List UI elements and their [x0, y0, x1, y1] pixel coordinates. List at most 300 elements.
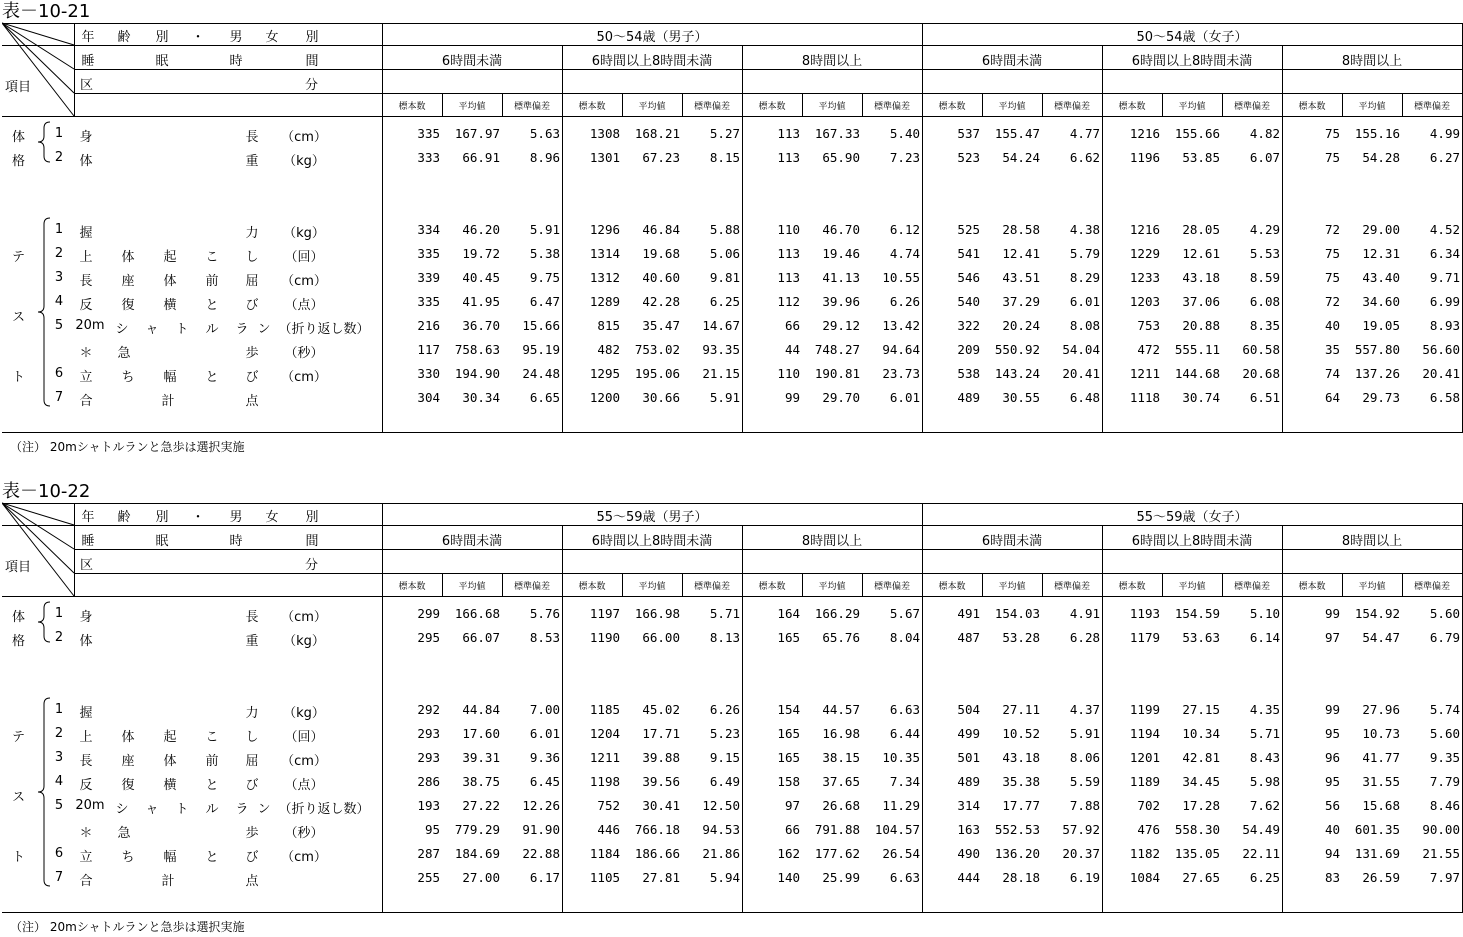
value-cell: 54.24	[1002, 150, 1040, 165]
item-char: 幅	[163, 850, 177, 865]
value-cell: 17.60	[462, 726, 500, 741]
item-char: ち	[121, 850, 135, 865]
value-cell: 1118	[1129, 390, 1160, 405]
stat-subheader: 平均値	[638, 582, 666, 592]
value-cell: 37.65	[822, 774, 860, 789]
rule-line	[74, 69, 1463, 70]
value-cell: 1216	[1129, 222, 1160, 237]
item-unit: （cm）	[281, 274, 327, 289]
item-char: 体	[79, 634, 93, 649]
value-cell: 75	[1324, 126, 1340, 141]
value-cell: 8.29	[1069, 270, 1100, 285]
item-char: と	[205, 298, 219, 313]
stat-subheader: 平均値	[1178, 582, 1206, 592]
item-char: 計	[161, 874, 175, 889]
item-unit: （cm）	[281, 370, 327, 385]
stat-subheader: 平均値	[458, 102, 486, 112]
item-char: し	[245, 250, 259, 265]
item-char: ル	[205, 322, 219, 337]
value-cell: 41.13	[822, 270, 860, 285]
value-cell: 446	[597, 822, 620, 837]
rule-line	[74, 573, 1463, 574]
value-cell: 94	[1324, 846, 1340, 861]
header-char: 睡	[81, 534, 95, 549]
value-cell: 155.16	[1354, 126, 1400, 141]
value-cell: 167.97	[454, 126, 500, 141]
value-cell: 44.57	[822, 702, 860, 717]
value-cell: 8.53	[529, 630, 560, 645]
item-char: 点	[245, 394, 259, 409]
header-char: 男	[229, 30, 243, 45]
item-char: 横	[163, 778, 177, 793]
value-cell: 154.03	[994, 606, 1040, 621]
item-unit: （cm）	[281, 610, 327, 625]
value-cell: 19.46	[822, 246, 860, 261]
value-cell: 40.60	[642, 270, 680, 285]
value-cell: 24.48	[522, 366, 560, 381]
value-cell: 5.79	[1069, 246, 1100, 261]
value-cell: 4.29	[1249, 222, 1280, 237]
value-cell: 5.91	[1069, 726, 1100, 741]
value-cell: 293	[417, 726, 440, 741]
stat-subheader: 標本数	[938, 102, 966, 112]
value-cell: 23.73	[882, 366, 920, 381]
item-number: 3	[54, 750, 64, 765]
value-cell: 75	[1324, 150, 1340, 165]
value-cell: 5.10	[1249, 606, 1280, 621]
value-cell: 20.68	[1242, 366, 1280, 381]
value-cell: 44	[784, 342, 800, 357]
value-cell: 46.84	[642, 222, 680, 237]
stat-subheader: 標準偏差	[693, 582, 730, 592]
value-cell: 8.93	[1429, 318, 1460, 333]
value-cell: 4.74	[889, 246, 920, 261]
item-char: 20m	[75, 318, 105, 333]
value-cell: 335	[417, 294, 440, 309]
value-cell: 472	[1137, 342, 1160, 357]
value-cell: 29.73	[1362, 390, 1400, 405]
value-cell: 555.11	[1174, 342, 1220, 357]
value-cell: 164	[777, 606, 800, 621]
value-cell: 40.45	[462, 270, 500, 285]
item-number: 2	[54, 630, 64, 645]
value-cell: 21.15	[702, 366, 740, 381]
value-cell: 27.15	[1182, 702, 1220, 717]
value-cell: 489	[957, 774, 980, 789]
item-char: シ	[115, 322, 129, 337]
value-cell: 43.51	[1002, 270, 1040, 285]
value-cell: 6.26	[889, 294, 920, 309]
item-char: 長	[245, 610, 259, 625]
value-cell: 30.66	[642, 390, 680, 405]
item-char: ラ	[235, 802, 249, 817]
value-cell: 10.52	[1002, 726, 1040, 741]
stat-subheader: 標準偏差	[1413, 582, 1450, 592]
value-cell: 1182	[1129, 846, 1160, 861]
value-cell: 53.28	[1002, 630, 1040, 645]
value-cell: 19.68	[642, 246, 680, 261]
table-title: 表－10-22	[2, 481, 91, 502]
value-cell: 29.12	[822, 318, 860, 333]
rule-line	[74, 549, 1463, 550]
sleep-category-header: 8時間以上	[1341, 54, 1403, 69]
value-cell: 46.70	[822, 222, 860, 237]
value-cell: 4.77	[1069, 126, 1100, 141]
value-cell: 6.79	[1429, 630, 1460, 645]
value-cell: 504	[957, 702, 980, 717]
stat-subheader: 標本数	[1298, 582, 1326, 592]
value-cell: 6.01	[1069, 294, 1100, 309]
item-char: 力	[245, 706, 259, 721]
item-number: 3	[54, 270, 64, 285]
value-cell: 10.55	[882, 270, 920, 285]
value-cell: 815	[597, 318, 620, 333]
value-cell: 6.34	[1429, 246, 1460, 261]
value-cell: 21.55	[1422, 846, 1460, 861]
value-cell: 155.66	[1174, 126, 1220, 141]
value-cell: 1211	[1129, 366, 1160, 381]
value-cell: 5.23	[709, 726, 740, 741]
value-cell: 758.63	[454, 342, 500, 357]
value-cell: 8.15	[709, 150, 740, 165]
value-cell: 1204	[589, 726, 620, 741]
value-cell: 6.44	[889, 726, 920, 741]
value-cell: 75	[1324, 270, 1340, 285]
value-cell: 1233	[1129, 270, 1160, 285]
value-cell: 487	[957, 630, 980, 645]
sleep-category-header: 8時間以上	[801, 534, 863, 549]
value-cell: 525	[957, 222, 980, 237]
value-cell: 6.25	[1249, 870, 1280, 885]
value-cell: 66.00	[642, 630, 680, 645]
value-cell: 6.62	[1069, 150, 1100, 165]
value-cell: 4.82	[1249, 126, 1280, 141]
value-cell: 1200	[589, 390, 620, 405]
value-cell: 1189	[1129, 774, 1160, 789]
value-cell: 5.38	[529, 246, 560, 261]
stat-subheader: 標本数	[578, 582, 606, 592]
value-cell: 41.77	[1362, 750, 1400, 765]
rule-line	[2, 596, 1463, 597]
item-char: ＊	[79, 346, 93, 361]
group-braces	[2, 20, 62, 432]
value-cell: 53.63	[1182, 630, 1220, 645]
group-label-test: テ	[12, 250, 26, 265]
item-char: 起	[163, 730, 177, 745]
item-char: ャ	[145, 802, 159, 817]
value-cell: 117	[417, 342, 440, 357]
value-cell: 64	[1324, 390, 1340, 405]
item-char: 体	[79, 154, 93, 169]
value-cell: 7.00	[529, 702, 560, 717]
value-cell: 546	[957, 270, 980, 285]
value-cell: 29.70	[822, 390, 860, 405]
value-cell: 4.37	[1069, 702, 1100, 717]
value-cell: 292	[417, 702, 440, 717]
value-cell: 1216	[1129, 126, 1160, 141]
value-cell: 541	[957, 246, 980, 261]
item-char: 急	[117, 826, 131, 841]
value-cell: 6.14	[1249, 630, 1280, 645]
value-cell: 165	[777, 630, 800, 645]
value-cell: 30.34	[462, 390, 500, 405]
sleep-category-header: 6時間以上8時間未満	[591, 534, 713, 549]
value-cell: 552.53	[994, 822, 1040, 837]
stat-subheader: 標本数	[758, 102, 786, 112]
item-char: 点	[245, 874, 259, 889]
item-char: び	[245, 850, 259, 865]
value-cell: 299	[417, 606, 440, 621]
group-label-body: 体	[12, 130, 26, 145]
value-cell: 6.63	[889, 702, 920, 717]
value-cell: 6.08	[1249, 294, 1280, 309]
value-cell: 65.90	[822, 150, 860, 165]
header-char: 別	[155, 510, 169, 525]
value-cell: 1197	[589, 606, 620, 621]
value-cell: 335	[417, 126, 440, 141]
value-cell: 41.95	[462, 294, 500, 309]
value-cell: 56	[1324, 798, 1340, 813]
value-cell: 8.06	[1069, 750, 1100, 765]
value-cell: 35.47	[642, 318, 680, 333]
value-cell: 4.35	[1249, 702, 1280, 717]
item-char: 体	[163, 754, 177, 769]
value-cell: 12.41	[1002, 246, 1040, 261]
value-cell: 5.71	[1249, 726, 1280, 741]
value-cell: 5.59	[1069, 774, 1100, 789]
item-char: 重	[245, 154, 259, 169]
stat-subheader: 平均値	[818, 582, 846, 592]
item-char: ャ	[145, 322, 159, 337]
value-cell: 25.99	[822, 870, 860, 885]
item-char: ト	[175, 802, 189, 817]
item-char: 歩	[245, 826, 259, 841]
item-char: 握	[79, 706, 93, 721]
value-cell: 8.04	[889, 630, 920, 645]
value-cell: 21.86	[702, 846, 740, 861]
item-char: シ	[115, 802, 129, 817]
item-unit: （kg）	[283, 154, 325, 169]
value-cell: 66	[784, 822, 800, 837]
value-cell: 113	[777, 150, 800, 165]
value-cell: 499	[957, 726, 980, 741]
item-unit: （kg）	[283, 226, 325, 241]
value-cell: 6.12	[889, 222, 920, 237]
item-char: こ	[205, 250, 219, 265]
value-cell: 5.98	[1249, 774, 1280, 789]
value-cell: 184.69	[454, 846, 500, 861]
value-cell: 1199	[1129, 702, 1160, 717]
value-cell: 20.41	[1062, 366, 1100, 381]
stat-subheader: 標本数	[398, 102, 426, 112]
value-cell: 537	[957, 126, 980, 141]
sleep-category-header: 6時間未満	[981, 534, 1043, 549]
header-char: 間	[305, 54, 319, 69]
stat-subheader: 標準偏差	[1053, 102, 1090, 112]
value-cell: 30.74	[1182, 390, 1220, 405]
value-cell: 295	[417, 630, 440, 645]
value-cell: 186.66	[634, 846, 680, 861]
item-number: 7	[54, 390, 64, 405]
value-cell: 476	[1137, 822, 1160, 837]
value-cell: 104.57	[874, 822, 920, 837]
value-cell: 7.34	[889, 774, 920, 789]
value-cell: 37.06	[1182, 294, 1220, 309]
value-cell: 27.96	[1362, 702, 1400, 717]
value-cell: 20.41	[1422, 366, 1460, 381]
value-cell: 43.18	[1002, 750, 1040, 765]
item-char: と	[205, 370, 219, 385]
value-cell: 154.92	[1354, 606, 1400, 621]
header-char: 男	[229, 510, 243, 525]
value-cell: 195.06	[634, 366, 680, 381]
value-cell: 17.77	[1002, 798, 1040, 813]
stat-subheader: 標準偏差	[513, 582, 550, 592]
item-char: 前	[205, 754, 219, 769]
value-cell: 753	[1137, 318, 1160, 333]
stat-subheader: 標準偏差	[873, 582, 910, 592]
value-cell: 19.72	[462, 246, 500, 261]
item-char: 合	[79, 874, 93, 889]
group-label-test: ス	[12, 310, 26, 325]
value-cell: 39.31	[462, 750, 500, 765]
rule-line	[2, 45, 1463, 46]
sleep-category-header: 8時間以上	[1341, 534, 1403, 549]
item-char: 長	[79, 754, 93, 769]
item-char: 立	[79, 850, 93, 865]
value-cell: 113	[777, 246, 800, 261]
item-char: 長	[79, 274, 93, 289]
item-char: 前	[205, 274, 219, 289]
value-cell: 5.91	[529, 222, 560, 237]
value-cell: 95	[1324, 726, 1340, 741]
item-char: 座	[121, 754, 135, 769]
table-note: （注） 20mシャトルランと急歩は選択実施	[10, 440, 245, 454]
value-cell: 135.05	[1174, 846, 1220, 861]
value-cell: 15.68	[1362, 798, 1400, 813]
value-cell: 7.97	[1429, 870, 1460, 885]
data-table	[2, 20, 1463, 430]
value-cell: 9.71	[1429, 270, 1460, 285]
value-cell: 766.18	[634, 822, 680, 837]
value-cell: 94.64	[882, 342, 920, 357]
value-cell: 37.29	[1002, 294, 1040, 309]
value-cell: 6.28	[1069, 630, 1100, 645]
stat-subheader: 平均値	[998, 582, 1026, 592]
header-char: 別	[155, 30, 169, 45]
item-number: 6	[54, 366, 64, 381]
value-cell: 9.15	[709, 750, 740, 765]
item-char: 上	[79, 250, 93, 265]
stat-subheader: 標本数	[758, 582, 786, 592]
group-label-test: ス	[12, 790, 26, 805]
sleep-category-header: 6時間未満	[441, 534, 503, 549]
header-item-label: 項目	[5, 80, 32, 95]
value-cell: 54.28	[1362, 150, 1400, 165]
value-cell: 99	[784, 390, 800, 405]
value-cell: 36.70	[462, 318, 500, 333]
value-cell: 5.74	[1429, 702, 1460, 717]
header-char: 眠	[155, 54, 169, 69]
item-char: し	[245, 730, 259, 745]
value-cell: 12.31	[1362, 246, 1400, 261]
table-title: 表－10-21	[2, 1, 91, 22]
header-char: 睡	[81, 54, 95, 69]
value-cell: 165	[777, 750, 800, 765]
value-cell: 54.49	[1242, 822, 1280, 837]
stat-subheader: 平均値	[1178, 102, 1206, 112]
item-char: 歩	[245, 346, 259, 361]
value-cell: 9.81	[709, 270, 740, 285]
value-cell: 5.67	[889, 606, 920, 621]
item-unit: （折り返し数）	[278, 322, 370, 337]
value-cell: 6.49	[709, 774, 740, 789]
value-cell: 6.65	[529, 390, 560, 405]
value-cell: 97	[1324, 630, 1340, 645]
value-cell: 1201	[1129, 750, 1160, 765]
value-cell: 5.06	[709, 246, 740, 261]
value-cell: 489	[957, 390, 980, 405]
value-cell: 5.60	[1429, 726, 1460, 741]
item-char: び	[245, 370, 259, 385]
item-char: び	[245, 778, 259, 793]
value-cell: 1301	[589, 150, 620, 165]
value-cell: 165	[777, 726, 800, 741]
value-cell: 10.73	[1362, 726, 1400, 741]
item-char: 反	[79, 298, 93, 313]
value-cell: 12.26	[522, 798, 560, 813]
header-ku-label: 区	[80, 558, 94, 573]
value-cell: 20.24	[1002, 318, 1040, 333]
value-cell: 287	[417, 846, 440, 861]
value-cell: 6.01	[889, 390, 920, 405]
item-number: 4	[54, 294, 64, 309]
value-cell: 177.62	[814, 846, 860, 861]
header-char: 時	[229, 534, 243, 549]
value-cell: 209	[957, 342, 980, 357]
table-note: （注） 20mシャトルランと急歩は選択実施	[10, 920, 245, 934]
value-cell: 11.29	[882, 798, 920, 813]
value-cell: 140	[777, 870, 800, 885]
item-unit: （点）	[284, 778, 324, 793]
item-unit: （回）	[284, 250, 324, 265]
value-cell: 38.75	[462, 774, 500, 789]
value-cell: 38.15	[822, 750, 860, 765]
value-cell: 1296	[589, 222, 620, 237]
item-char: 急	[117, 346, 131, 361]
value-cell: 26.54	[882, 846, 920, 861]
header-char: 齢	[117, 30, 131, 45]
value-cell: 28.58	[1002, 222, 1040, 237]
stat-subheader: 標本数	[398, 582, 426, 592]
item-char: ン	[257, 802, 271, 817]
value-cell: 8.96	[529, 150, 560, 165]
value-cell: 1194	[1129, 726, 1160, 741]
value-cell: 60.58	[1242, 342, 1280, 357]
stat-subheader: 標本数	[938, 582, 966, 592]
value-cell: 6.25	[709, 294, 740, 309]
item-char: ン	[257, 322, 271, 337]
item-char: ＊	[79, 826, 93, 841]
stat-subheader: 標準偏差	[693, 102, 730, 112]
item-char: と	[205, 850, 219, 865]
value-cell: 6.17	[529, 870, 560, 885]
value-cell: 27.00	[462, 870, 500, 885]
value-cell: 39.56	[642, 774, 680, 789]
value-cell: 57.92	[1062, 822, 1100, 837]
value-cell: 20.37	[1062, 846, 1100, 861]
value-cell: 1193	[1129, 606, 1160, 621]
